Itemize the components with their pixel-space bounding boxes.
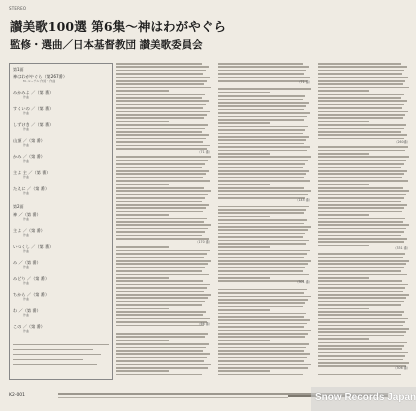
stereo-label: STEREO: [9, 6, 27, 11]
column-2-refs: [218, 63, 312, 378]
track-title: み ／（第 番）: [13, 260, 41, 265]
track-title: 主よ 主 ／（第 番）: [13, 170, 51, 175]
track-credit: 作曲: [23, 175, 30, 179]
track-credit: 作曲: [23, 95, 30, 99]
track-credit: M. ルーテル 作詞・作曲: [23, 79, 56, 83]
track-title: 神 ／（第 番）: [13, 212, 41, 217]
track-item: [13, 90, 109, 101]
hymn-ref: （331 番）: [393, 246, 410, 250]
track-item: [13, 154, 109, 165]
track-title: みどり ／（第 番）: [13, 276, 50, 281]
track-item: [13, 260, 109, 271]
track-item: [13, 292, 109, 303]
track-title: この ／（第 番）: [13, 324, 45, 329]
track-title: すくいの ／（第 番）: [13, 106, 54, 111]
hymn-ref: （71 番）: [297, 80, 312, 84]
track-credit: 作曲: [23, 281, 30, 285]
credit-line: [13, 364, 97, 365]
side-a-heading: 第1面: [13, 67, 24, 72]
track-item: [13, 122, 109, 133]
track-title: 山頂 ／（第 番）: [13, 138, 45, 143]
column-3-refs: [318, 63, 410, 378]
track-item: [13, 138, 109, 149]
track-item: [13, 244, 109, 255]
track-item: [13, 228, 109, 239]
hymn-ref: （66 番）: [197, 322, 212, 326]
watermark: [311, 387, 416, 411]
column-1-refs: [116, 63, 212, 378]
track-credit: 作曲: [23, 265, 30, 269]
track-list: [9, 63, 113, 380]
track-credit: 作曲: [23, 159, 30, 163]
track-credit: 作曲: [23, 313, 30, 317]
track-credit: 作曲: [23, 297, 30, 301]
hymn-ref: （145 番）: [295, 198, 312, 202]
track-item: [13, 74, 109, 85]
track-item: [13, 308, 109, 319]
track-credit: 作曲: [23, 191, 30, 195]
album-subtitle: 監修・選曲／日本基督教団 讃美歌委員会: [10, 39, 203, 51]
side-b-heading: 第2面: [13, 204, 24, 209]
catalog-number: K2-001: [9, 393, 26, 398]
track-credit: 作曲: [23, 233, 30, 237]
track-title: 主よ ／（第 番）: [13, 228, 45, 233]
track-item: [13, 186, 109, 197]
track-title: ちから ／（第 番）: [13, 292, 50, 297]
track-item: [13, 276, 109, 287]
track-title: しずけき ／（第 番）: [13, 122, 54, 127]
track-item: [13, 212, 109, 223]
track-credit: 作曲: [23, 127, 30, 131]
track-title: いつくし ／（第 番）: [13, 244, 54, 249]
watermark-text: Snow Records Japan: [315, 392, 416, 403]
track-item: [13, 324, 109, 335]
credit-line: [13, 344, 109, 345]
hymn-ref: （71 番）: [197, 150, 212, 154]
track-title: わ ／（第 番）: [13, 308, 41, 313]
track-credit: 作曲: [23, 249, 30, 253]
hymn-ref: （306 番）: [393, 366, 410, 370]
track-item: [13, 106, 109, 117]
credit-line: [13, 349, 93, 350]
track-item: [13, 170, 109, 181]
footer-fine-print: [58, 397, 288, 398]
hymn-ref: （260番）: [394, 140, 410, 144]
hymn-ref: （170 番）: [195, 240, 212, 244]
track-title: 神はわがやぐら（第267番）: [13, 74, 68, 79]
album-title: 讃美歌100選 第6集〜神はわがやぐら: [10, 19, 227, 34]
credit-line: [13, 359, 83, 360]
track-title: かみ ／（第 番）: [13, 154, 45, 159]
track-title: みかみよ ／（第 番）: [13, 90, 54, 95]
track-credit: 作曲: [23, 111, 30, 115]
hymn-ref: （301 番）: [295, 280, 312, 284]
track-credit: 作曲: [23, 329, 30, 333]
credit-line: [13, 354, 101, 355]
track-credit: 作曲: [23, 217, 30, 221]
track-title: たえに ／（第 番）: [13, 186, 50, 191]
track-credit: 作曲: [23, 143, 30, 147]
